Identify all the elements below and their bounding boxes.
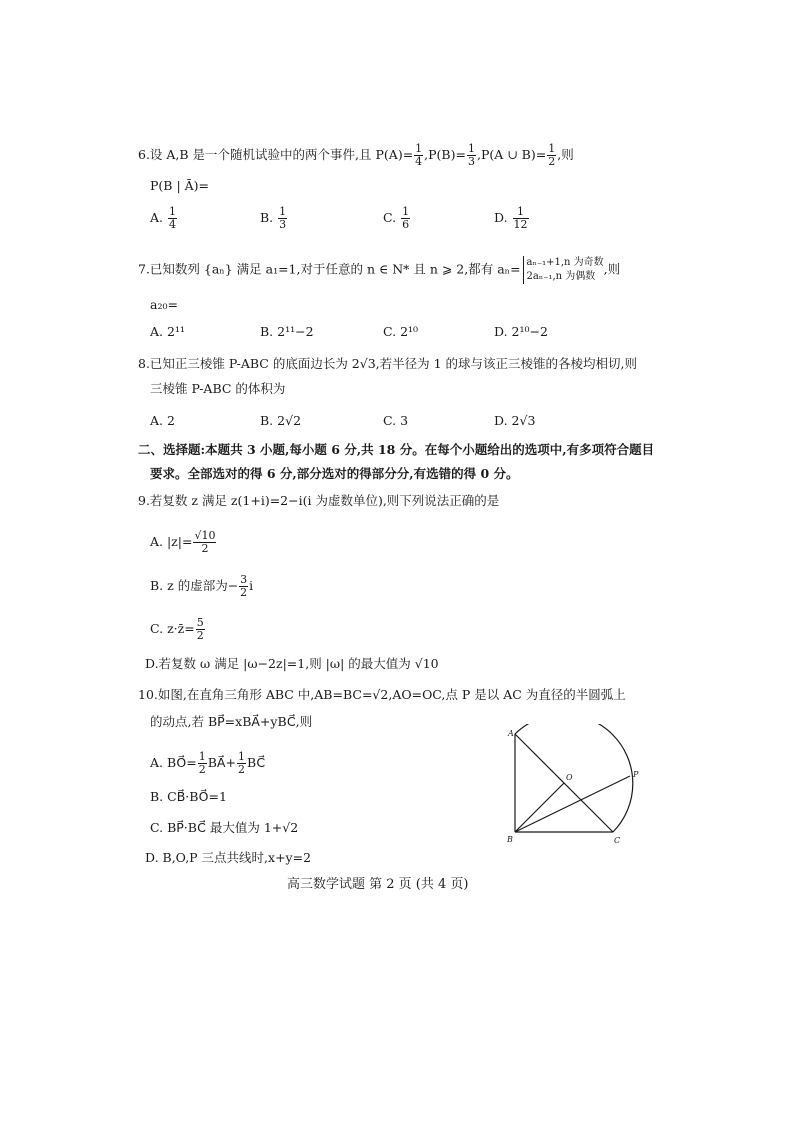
q10-option-b: B. CB⃗·BO⃗=1 [150,789,227,804]
q9-stem: 9.若复数 z 满足 z(1+i)=2−i(i 为虚数单位),则下列说法正确的是 [138,493,500,508]
section2-header-line2: 要求。全部选对的得 6 分,部分选对的得部分分,有选错的得 0 分。 [150,466,519,481]
q6-option-b: B. $\frac{1}{3}$ [260,205,287,231]
semicircle-arc [515,724,633,832]
label-o: O [566,773,573,782]
label-c: C [614,836,621,845]
q8-line1: 8.已知正三棱锥 P-ABC 的底面边长为 2√3,若半径为 1 的球与该正三棱锥的各棱均相切,则 [138,356,638,371]
q9-option-c: C. z·z̄= $\frac{5}{2}$ [150,616,204,642]
q9-option-b: B. z 的虚部为− $\frac{3}{2}$ i [150,573,254,599]
q6-option-c: C. $\frac{1}{6}$ [383,205,410,231]
q8-line2: 三棱锥 P-ABC 的体积为 [150,381,286,396]
q6-option-a: A. $\frac{1}{4}$ [150,205,176,231]
label-a: A [508,729,514,738]
label-b: B [507,835,513,844]
q6-pu-fraction: $\frac{1}{2}$ [548,142,556,168]
q10-line1: 10.如图,在直角三角形 ABC 中,AB=BC=√2,AO=OC,点 P 是以 AC 为直径的半圆弧上 [138,687,626,702]
q6-stem: 6.设 A,B 是一个随机试验中的两个事件,且 P(A)= $\frac{1}{4}$ ,P(B)= $\frac{1}{3}$ ,P(A ∪ B)= $\frac{1}{2}$ ,则 [138,142,574,168]
q9-option-d: D.若复数 ω 满足 |ω−2z|=1,则 |ω| 的最大值为 √10 [145,656,439,671]
q7-line2: a₂₀= [150,297,178,312]
q6-line2: P(B | Ā)= [150,178,210,193]
q10-option-a: A. BO⃗= $\frac{1}{2}$ BA⃗+ $\frac{1}{2}$ BC⃗ [150,750,266,776]
page-footer: 高三数学试题 第 2 页 (共 4 页) [287,877,469,892]
segment-bo [515,783,564,832]
label-p: P [633,770,639,779]
q8-option-c: C. 3 [383,413,409,428]
q6-option-d: D. $\frac{1}{12}$ [494,205,528,231]
q8-option-d: D. 2√3 [494,413,536,428]
segment-bp [515,776,630,832]
q7-piecewise: aₙ₋₁+1,n 为奇数 2aₙ₋₁,n 为偶数 [523,256,604,284]
q8-option-b: B. 2√2 [260,413,302,428]
q10-line2: 的动点,若 BP⃗=xBA⃗+yBC⃗,则 [150,714,313,729]
q10-figure [500,724,650,850]
q7-stem: 7.已知数列 {aₙ} 满足 a₁=1,对于任意的 n ∈ N* 且 n ⩾ 2,都有 aₙ= aₙ₋₁+1,n 为奇数 2aₙ₋₁,n 为偶数 ,则 [138,257,621,282]
q10-option-c: C. BP⃗·BC⃗ 最大值为 1+√2 [150,820,299,835]
q7-option-c: C. 2¹⁰ [383,324,419,339]
q8-option-a: A. 2 [150,413,175,428]
q7-option-b: B. 2¹¹−2 [260,324,314,339]
q7-option-a: A. 2¹¹ [150,324,185,339]
q9-option-a: A. |z|= $\frac{√10}{2}$ [150,529,216,555]
q7-option-d: D. 2¹⁰−2 [494,324,548,339]
q10-option-d: D. B,O,P 三点共线时,x+y=2 [145,850,312,865]
section2-header-line1: 二、选择题:本题共 3 小题,每小题 6 分,共 18 分。在每个小题给出的选项中,有多项符合题目 [138,442,655,457]
q6-pb-fraction: $\frac{1}{3}$ [467,142,475,168]
q6-pa-fraction: $\frac{1}{4}$ [415,142,423,168]
